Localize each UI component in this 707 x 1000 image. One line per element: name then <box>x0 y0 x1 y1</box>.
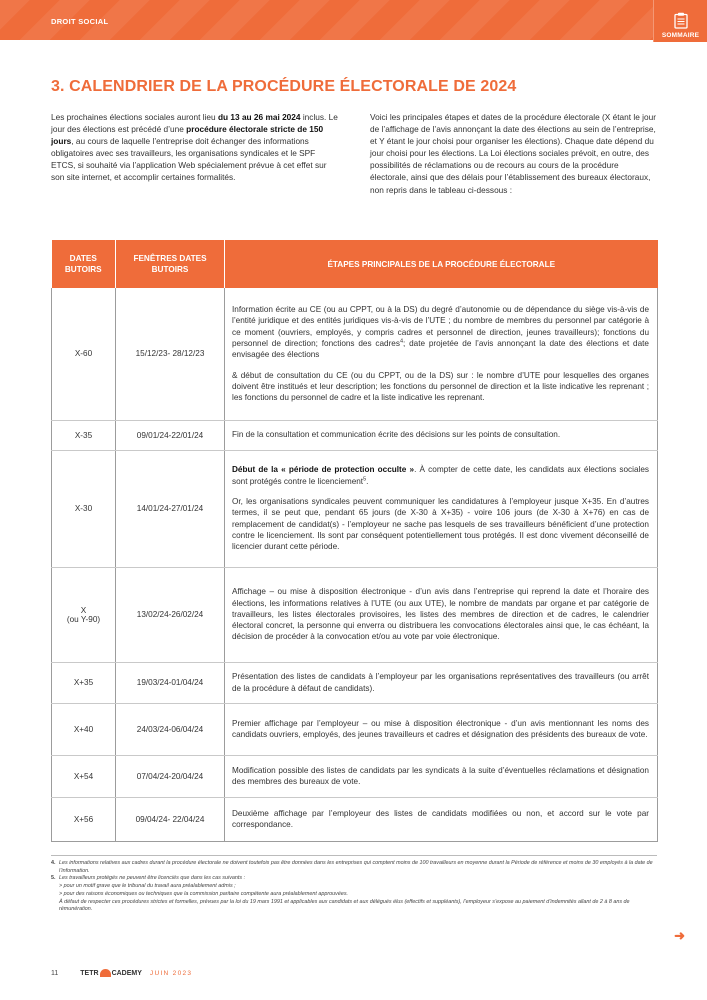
row-steps: Deuxième affichage par l’employeur des listes de candidats modifiées ou non, et accord sur le vote par correspondance. <box>225 797 658 841</box>
footnotes <box>51 860 657 914</box>
row-steps: Présentation des listes de candidats à l’employeur par les organisations représentatives des travailleurs (ou arrêt de la procédure à défaut de candidats). <box>225 662 658 703</box>
row-date: X-30 <box>52 450 116 567</box>
electoral-calendar-table <box>51 240 658 842</box>
row-steps: Affichage – ou mise à disposition électronique - d’un avis dans l’entreprise qui reprend la date et l’horaire des élections, les informations relatives à l’UTE (ou aux UTE), le nombre de mandats par organe et par catégorie de travailleurs, les listes électorales provisoires, les listes des membres de direction et de cadres, le calendrier électoral concret, la personne qui enverra ou distribuera les convocations électorales ainsi que, le cas échéant, la décision de procéder à la convocation et/ou au vote par voie électronique. <box>225 567 658 662</box>
row-window: 07/04/24-20/04/24 <box>116 755 225 797</box>
page-footer <box>51 969 192 977</box>
table-row <box>52 450 658 567</box>
col-header-windows: FENÊTRES DATES BUTOIRS <box>116 240 225 288</box>
table-row <box>52 797 658 841</box>
row-date: X-35 <box>52 420 116 450</box>
edition-date: JUIN 2023 <box>149 969 193 977</box>
footnote-5: 5. Les travailleurs protégés ne peuvent être licenciés que dans les cas suivants : > pour un motif grave que le tribunal du travail aura préalablement admis ; > pour des raisons économiques ou techniques que la commission paritaire compétente aura préalablement approuvées. À défaut de respecter ces procédures strictes et formelles, prévues par la loi du 19 mars 1991 et applicables aux candidats et aux délégués élus (effectifs et suppléants), l’employeur s’expose au paiement d’indemnités allant de 2 à 8 ans de rémunération. <box>51 875 630 913</box>
footnote-divider <box>51 855 657 856</box>
intro-right: Voici les principales étapes et dates de la procédure électorale (X étant le jour de l’affichage de l’avis annonçant la date des élections au sein de l’entreprise, et Y étant le jour choisi pour organiser les élections). Chaque date dépend du jour choisi pour les élections. La Loi élections sociales prévoit, en outre, des possibilités de réclamations ou de recours au cours de la procédure électorale, ainsi que des délais pour l’établissement des bureaux électoraux, non repris dans le tableau ci-dessous : <box>370 112 656 195</box>
row-window: 09/04/24- 22/04/24 <box>116 797 225 841</box>
table-row <box>52 288 658 420</box>
row-window: 24/03/24-06/04/24 <box>116 703 225 755</box>
row-steps: Information écrite au CE (ou au CPPT, ou à la DS) du degré d’autonomie ou de dépendance du siège vis-à-vis de l’entité juridique et des entités juridiques vis-à-vis de l’UTE ; du nombre de membres du personnel par catégorie à ce moment (ouvriers, employés, y compris cadres et personnel de direction, jeunes travailleurs); fonctions du personnel de direction; fonctions des cadres$^4$; date projetée de l’avis annonçant la date des élections et date envisagée des élections & début de consultation du CE (ou du CPPT, ou de la DS) sur : le nombre d’UTE pour lesquelles des organes doivent être institués et leur description; les fonctions du personnel de direction et la liste indicative les reprenant ; les fonctions du personnel de cadre et la liste indicative les reprenant. <box>225 288 658 420</box>
row-date: X (ou Y-90) <box>52 567 116 662</box>
table-row <box>52 662 658 703</box>
row-window: 13/02/24-26/02/24 <box>116 567 225 662</box>
arrow-right-icon[interactable]: ➜ <box>674 928 685 943</box>
sommaire-button[interactable] <box>653 0 707 42</box>
page-title: 3. CALENDRIER DE LA PROCÉDURE ÉLECTORALE DE 2024 <box>51 78 517 95</box>
row-window: 19/03/24-01/04/24 <box>116 662 225 703</box>
row-window: 15/12/23- 28/12/23 <box>116 288 225 420</box>
page-number: 11 <box>51 969 59 977</box>
clipboard-list-icon <box>674 12 688 29</box>
footnote-4: 4. Les informations relatives aux cadres durant la procédure électorale ne doivent toutefois pas être données dans les entreprises qui comptent moins de 100 travailleurs en moyenne durant la Période de référence et moins de 30 employés à la date de l’information. <box>51 860 653 874</box>
table-row <box>52 567 658 662</box>
row-date: X-60 <box>52 288 116 420</box>
row-steps: Modification possible des listes de candidats par les syndicats à la suite d’éventuelles réclamations et désignation des membres des bureaux de vote. <box>225 755 658 797</box>
row-date: X+56 <box>52 797 116 841</box>
logo-mark-icon <box>100 969 111 977</box>
row-window: 14/01/24-27/01/24 <box>116 450 225 567</box>
col-header-steps: ÉTAPES PRINCIPALES DE LA PROCÉDURE ÉLECTORALE <box>225 240 658 288</box>
row-steps: Premier affichage par l’employeur – ou mise à disposition électronique - d’un avis mentionnant les noms des candidats ouvriers, employés, des jeunes travailleurs et cadres et désignation des présidents des bureaux de vote. <box>225 703 658 755</box>
sommaire-label: SOMMAIRE <box>661 32 700 39</box>
row-window: 09/01/24-22/01/24 <box>116 420 225 450</box>
intro-left: Les prochaines élections sociales auront lieu du 13 au 26 mai 2024 inclus. Le jour des élections est précédé d’une procédure électorale stricte de 150 jours, au cours de laquelle l’entreprise doit échanger des informations obligatoires avec ses travailleurs, les organisations syndicales et le SPF ETCS, si souhaité via l’application Web spécialement prévue à cet effet sur son site internet, et accomplir certaines formalités. <box>51 112 338 183</box>
tetracademy-logo: TETR CADEMY <box>80 969 142 977</box>
section-label: DROIT SOCIAL <box>51 17 109 26</box>
row-date: X+35 <box>52 662 116 703</box>
row-steps: Fin de la consultation et communication écrite des décisions sur les points de consultation. <box>225 420 658 450</box>
row-date: X+54 <box>52 755 116 797</box>
row-steps: Début de la « période de protection occulte ». À compter de cette date, les candidats aux élections sociales sont protégés contre le licenciement$^5$. Or, les organisations syndicales peuvent communiquer les candidatures à l’employeur jusque X+35. En d’autres termes, il se peut que, pendant 65 jours (de X-30 à X+35) - voire 106 jours (de X-30 à X+76) en cas de remplacement de candidat(s) - l’employeur ne sache pas lesquels de ses travailleurs bénéficient d’une protection contre le licenciement. Ils sont par conséquent potentiellement tous protégés. Il est donc vivement déconseillé de licencier durant cette période. <box>225 450 658 567</box>
table-row <box>52 755 658 797</box>
col-header-dates: DATES BUTOIRS <box>52 240 116 288</box>
table-row <box>52 420 658 450</box>
table-row <box>52 703 658 755</box>
row-date: X+40 <box>52 703 116 755</box>
